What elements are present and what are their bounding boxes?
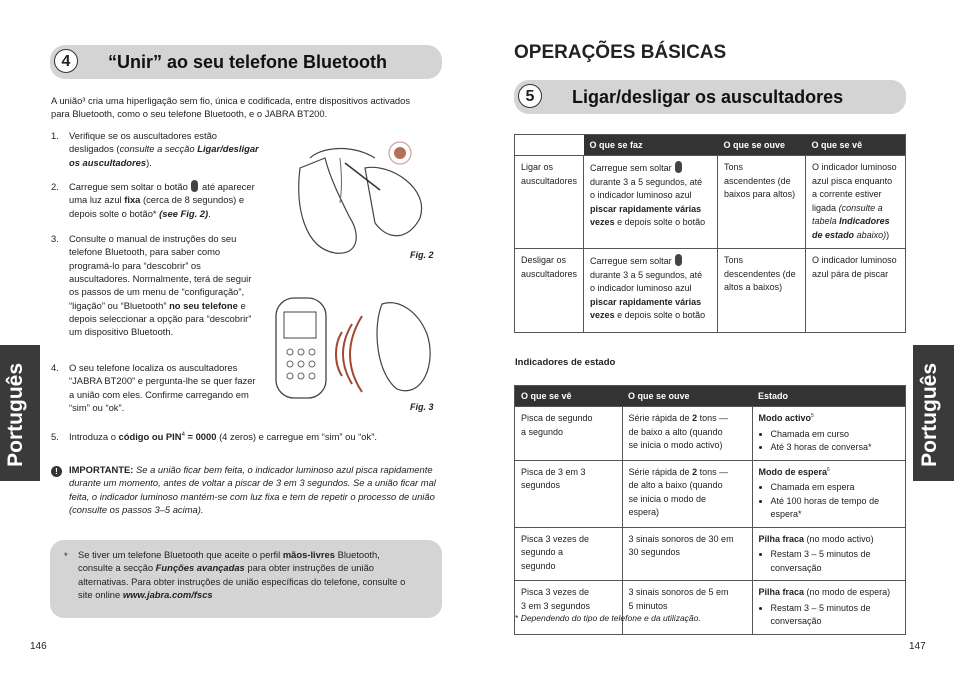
intro-text	[51, 94, 441, 121]
table-cell: 3 sinais sonoros de 5 em 5 minutos	[622, 581, 752, 635]
step-1	[51, 129, 269, 169]
headset-button-icon	[675, 161, 682, 173]
table-header: O que se ouve	[622, 386, 752, 407]
language-side-tab-right	[913, 345, 954, 481]
step-3	[51, 232, 269, 339]
headset-button-icon	[191, 180, 198, 192]
note-star: *	[64, 550, 68, 561]
step-line: depois seleccionar a opção para “descobrir”	[69, 313, 252, 325]
table-row	[515, 581, 906, 635]
note-line: alternativas. Para obter instruções de união específicas do telefone, consulte o	[78, 575, 406, 587]
table-header: O que se vê	[515, 386, 623, 407]
table-cell: Tons ascendentes (de baixos para altos)	[718, 156, 806, 249]
table-row	[515, 460, 906, 527]
note-line: Se tiver um telefone Bluetooth que aceite o perfil mãos-livres Bluetooth,	[78, 549, 380, 560]
step-line: “JABRA BT200” e pergunta-lhe se quer fazer	[69, 375, 256, 387]
table-cell: Ligar os auscultadores	[515, 156, 584, 249]
status-table	[514, 385, 906, 635]
step-line: “ligação” ou “Bluetooth” no seu telefone e	[69, 299, 246, 311]
step-line: desligados (consulte a secção Ligar/desligar	[69, 143, 259, 155]
section-5-header	[514, 80, 906, 114]
section-number: 5	[518, 84, 542, 108]
table-cell: Série rápida de 2 tons — de alto a baixo (quando se inicia o modo de espera)	[622, 460, 752, 527]
intro-line: para Bluetooth, como o seu telefone Bluetooth, e o JABRA BT200.	[51, 108, 328, 120]
headset-button-icon	[675, 254, 682, 266]
step-line: Verifique se os auscultadores estão	[69, 130, 218, 141]
table-cell: O indicador luminoso azul pisca enquanto a corrente estiver ligada (consulte a tabela Indicadores de estado abaixo))	[806, 156, 906, 249]
step-line: “sim” ou “ok”.	[69, 402, 125, 414]
step-5	[51, 430, 449, 443]
important-line: durante um momento, antes de voltar a piscar de 3 em 3 segundos. Se a união ficar mal	[69, 477, 436, 489]
table-header: O que se ouve	[718, 135, 806, 156]
section-4-header	[50, 45, 442, 79]
table-cell: Pilha fraca (no modo de espera) • Restam 3 – 5 minutos de conversação	[752, 581, 906, 635]
language-side-tab-left	[0, 345, 40, 481]
side-label: Português	[918, 362, 942, 467]
figure-caption: Fig. 2	[410, 250, 434, 260]
step-line: Introduza o código ou PIN$^4$ = 0000 (4 zeros) e carregue em “sim” ou “ok”.	[69, 431, 377, 442]
page-number: 146	[30, 641, 47, 652]
step-line: Carregue sem soltar o botão até aparecer	[69, 181, 255, 192]
step-line: um dispositivo Bluetooth.	[69, 326, 174, 338]
table-cell: Carregue sem soltar durante 3 a 5 segundos, até o indicador luminoso azul piscar rapidamente várias vezes e depois solte o botão	[584, 156, 718, 249]
table-cell: Modo de espera$^6$ • Chamada em espera • Até 100 horas de tempo de espera*	[752, 460, 906, 527]
table-header-row	[515, 386, 906, 407]
step-line: telefone Bluetooth, para saber como	[69, 246, 221, 258]
section-title: Ligar/desligar os auscultadores	[572, 87, 844, 107]
page-number: 147	[909, 641, 926, 652]
step-line: uma luz azul fixa (cerca de 8 segundos) e	[69, 194, 245, 206]
step-number: 3.	[51, 233, 59, 244]
important-line: IMPORTANTE: Se a união ficar bem feita, o indicador luminoso azul pisca rapidamente	[69, 464, 433, 475]
table-row	[515, 156, 906, 249]
important-line: (consulte os passos 3–5 acima).	[69, 504, 204, 516]
table-cell: Desligar os auscultadores	[515, 249, 584, 333]
table-header: O que se faz	[584, 135, 718, 156]
step-number: 1.	[51, 130, 59, 141]
note-line: site online www.jabra.com/fscs	[78, 589, 213, 601]
table-cell: 3 sinais sonoros de 30 em 30 segundos	[622, 527, 752, 581]
table-header: O que se vê	[806, 135, 906, 156]
status-indicators-title: Indicadores de estado	[515, 357, 616, 368]
intro-line: A união³ cria uma hiperligação sem fio, única e codificada, entre dispositivos activados	[51, 95, 411, 106]
side-label: Português	[4, 362, 28, 467]
headset-illustration-fig2	[280, 128, 442, 258]
step-line: auscultadores. Normalmente, terá de seguir	[69, 273, 252, 285]
table-cell: Tons descendentes (de altos a baixos)	[718, 249, 806, 333]
step-line: os auscultadores).	[69, 156, 152, 168]
step-line: depois solte o botão* (see Fig. 2).	[69, 207, 211, 219]
step-line: os passos de um menu de “configuração”,	[69, 286, 245, 298]
table-header	[515, 135, 584, 156]
step-line: Consulte o manual de instruções do seu	[69, 233, 237, 244]
step-line: programá-lo para “descobrir” os	[69, 259, 201, 271]
table-cell: Pisca de segundo a segundo	[515, 407, 623, 461]
table-row	[515, 407, 906, 461]
on-off-table	[514, 134, 906, 333]
step-line: a união com eles. Confirme carregando em	[69, 388, 249, 400]
section-number: 4	[54, 49, 78, 73]
footnote: * Dependendo do tipo de telefone e da utilização.	[515, 613, 701, 623]
step-number: 4.	[51, 362, 59, 373]
step-4	[51, 361, 269, 414]
note-line: consulte a secção Funções avançadas para obter instruções de união	[78, 562, 375, 574]
table-row	[515, 527, 906, 581]
table-row	[515, 249, 906, 333]
step-number: 2.	[51, 181, 59, 192]
phone-and-headset-illustration-fig3	[272, 294, 442, 404]
table-cell: Pisca 3 vezes de segundo a segundo	[515, 527, 623, 581]
important-line: feita, o indicador luminoso mantém-se com luz fixa e tem de repetir o processo de união	[69, 490, 435, 502]
table-header-row	[515, 135, 906, 156]
note-text	[78, 548, 438, 601]
figure-caption: Fig. 3	[410, 402, 434, 412]
important-icon: !	[51, 466, 62, 477]
step-line: O seu telefone localiza os auscultadores	[69, 362, 238, 373]
page-heading: OPERAÇÕES BÁSICAS	[514, 42, 727, 63]
hands-free-note-box	[50, 540, 442, 618]
table-cell: Modo activo$^5$ • Chamada em curso • Até 3 horas de conversa*	[752, 407, 906, 461]
step-number: 5.	[51, 431, 59, 442]
table-cell: Pisca de 3 em 3 segundos	[515, 460, 623, 527]
table-header: Estado	[752, 386, 906, 407]
table-cell: Pisca 3 vezes de 3 em 3 segundos	[515, 581, 623, 635]
table-cell: Pilha fraca (no modo activo) • Restam 3 – 5 minutos de conversação	[752, 527, 906, 581]
table-cell: Série rápida de 2 tons — de baixo a alto (quando se inicia o modo activo)	[622, 407, 752, 461]
table-cell: Carregue sem soltar durante 3 a 5 segundos, até o indicador luminoso azul piscar rapidamente várias vezes e depois solte o botão	[584, 249, 718, 333]
important-note	[69, 463, 449, 516]
table-cell: O indicador luminoso azul pára de piscar	[806, 249, 906, 333]
step-2	[51, 180, 269, 220]
section-title: “Unir” ao seu telefone Bluetooth	[108, 52, 388, 72]
